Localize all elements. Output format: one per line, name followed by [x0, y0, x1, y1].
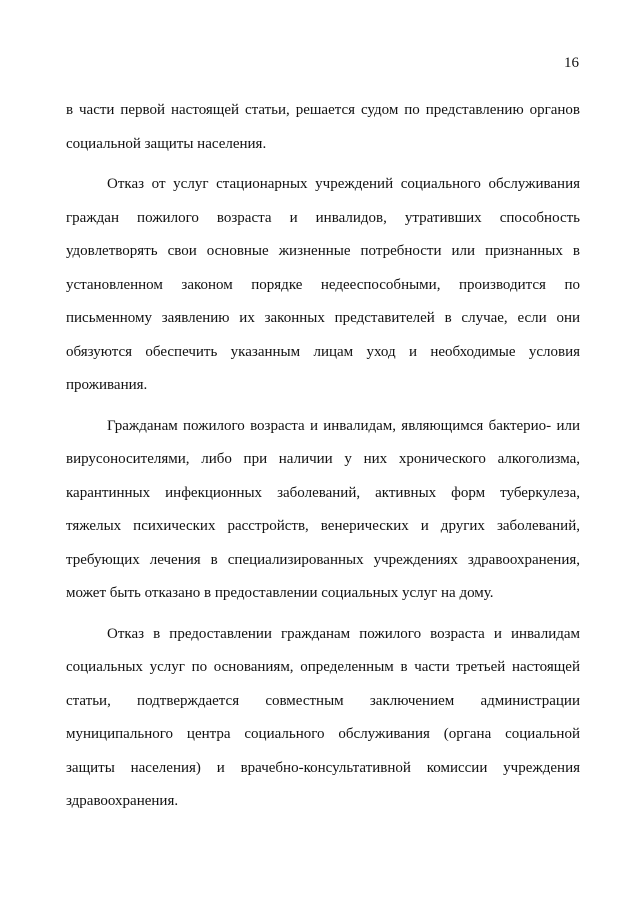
- paragraph-refusal-stationary: Отказ от услуг стационарных учреждений социального обслуживания граждан пожилого возраста и инвалидов, утративших способность удовлетворять свои основные жизненные потребности или признанных в установленном законом порядке недееспособными, производится по письменному заявлению их законных представителей в случае, если они обязуются обеспечить указанным лицам уход и необходимые условия проживания.: [66, 176, 580, 393]
- page-number: 16: [564, 55, 579, 71]
- paragraph-continuation: в части первой настоящей статьи, решается судом по представлению органов социальной защиты населения.: [66, 102, 580, 152]
- paragraph-refusal-confirmation: Отказ в предоставлении гражданам пожилого возраста и инвалидам социальных услуг по основаниям, определенным в части третьей настоящей статьи, подтверждается совместным заключением администрации муниципального центра социального обслуживания (органа социальной защиты населения) и врачебно-консультативной комиссии учреждения здравоохранения.: [66, 625, 580, 809]
- document-body: [66, 94, 580, 819]
- paragraph-refusal-home-services: Гражданам пожилого возраста и инвалидам, являющимся бактерио- или вирусоносителями, либо при наличии у них хронического алкоголизма, карантинных инфекционных заболеваний, активных форм туберкулеза, тяжелых психических расстройств, венерических и других заболеваний, требующих лечения в специализированных учреждениях здравоохранения, может быть отказано в предоставлении социальных услуг на дому.: [66, 417, 580, 601]
